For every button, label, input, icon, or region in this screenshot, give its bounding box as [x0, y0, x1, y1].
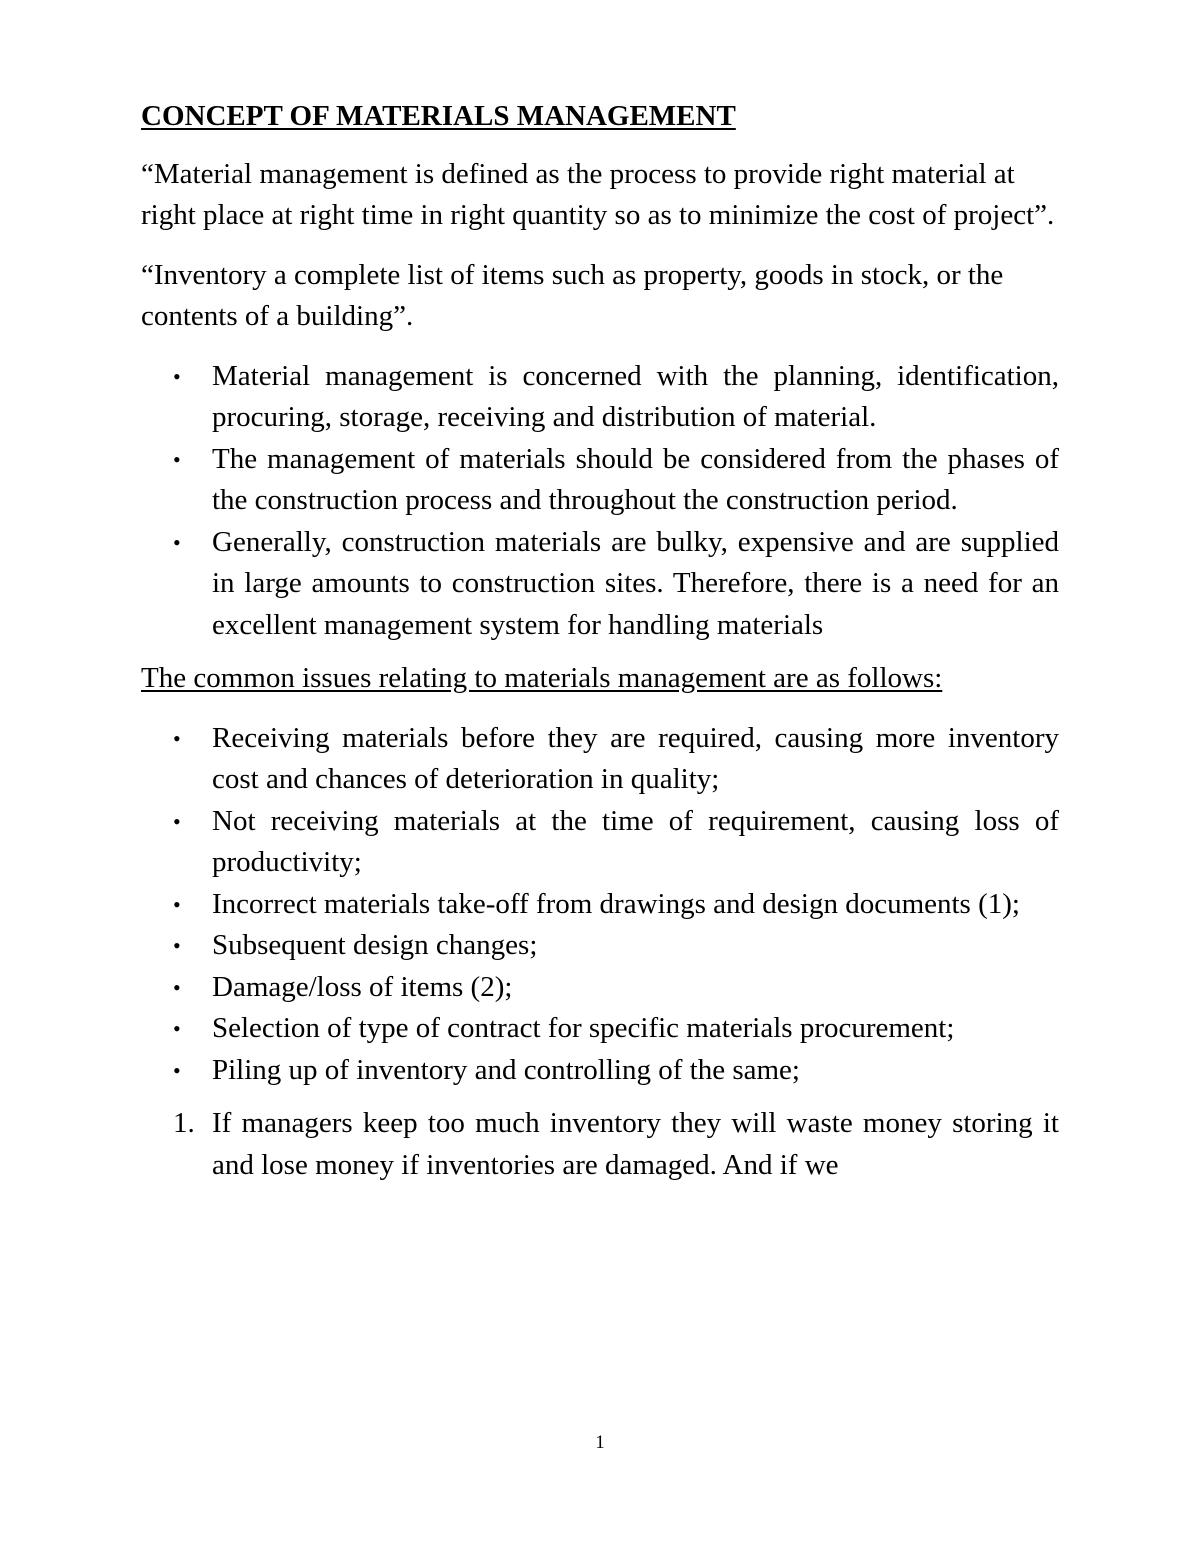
list-item [141, 439, 1059, 522]
list-item-text: Damage/loss of items (2); [212, 970, 513, 1003]
list-item-text: Material management is concerned with the planning, identification, procuring, storage, receiving and distribution of material. [212, 359, 1059, 433]
page-title: CONCEPT OF MATERIALS MANAGEMENT [141, 100, 736, 132]
list-item-text: Subsequent design changes; [212, 929, 538, 961]
definition-inventory: “Inventory a complete list of items such as property, goods in stock, or the contents of a building”. [141, 258, 1004, 332]
list-item-text: Piling up of inventory and controlling of the same; [212, 1053, 800, 1086]
list-item-text: Not receiving materials at the time of requirement, causing loss of productivity; [212, 804, 1059, 878]
issues-heading: The common issues relating to materials management are as follows: [141, 662, 943, 694]
list-item-text: Incorrect materials take-off from drawings and design documents (1); [212, 887, 1020, 920]
list-item [141, 1103, 1059, 1186]
bullet-icon: • [173, 1057, 181, 1083]
numbered-list [141, 1103, 1059, 1186]
definition-material-management: “Material management is defined as the process to provide right material at right place at right time in right quantity so as to minimize the cost of project”. [141, 157, 1055, 231]
bullet-icon: • [173, 891, 181, 917]
bullet-icon: • [173, 1016, 181, 1041]
list-item-text: Selection of type of contract for specific materials procurement; [212, 1012, 955, 1044]
bullet-icon: • [173, 933, 181, 958]
bullet-icon: • [173, 446, 181, 472]
bullet-icon: • [173, 529, 181, 555]
list-item-text: Receiving materials before they are required, causing more inventory cost and chances of deterioration in quality; [212, 721, 1059, 795]
list-item [141, 884, 1059, 926]
bullet-icon: • [173, 363, 181, 389]
list-item-text: If managers keep too much inventory they will waste money storing it and lose money if inventories are damaged. And if we [212, 1107, 1059, 1181]
list-item [141, 522, 1059, 647]
list-item [141, 1050, 1059, 1092]
list-item-text: The management of materials should be considered from the phases of the construction process and throughout the construction period. [212, 442, 1059, 516]
list-item [141, 967, 1059, 1009]
bullet-icon: • [173, 725, 181, 751]
list-item [141, 1008, 1059, 1050]
list-item-text: Generally, construction materials are bulky, expensive and are supplied in large amounts to construction sites. Therefore, there is a need for an excellent management system for handling materials [212, 525, 1059, 641]
list-item [141, 356, 1059, 439]
bullet-icon: • [173, 808, 181, 834]
issues-bullet-list [141, 718, 1059, 1092]
page-content [141, 96, 1059, 1198]
list-item [141, 801, 1059, 884]
list-item [141, 925, 1059, 967]
intro-bullet-list [141, 356, 1059, 647]
list-item [141, 718, 1059, 801]
bullet-icon: • [173, 974, 181, 1000]
page-number: 1 [595, 1432, 605, 1453]
list-number: 1. [173, 1107, 195, 1139]
